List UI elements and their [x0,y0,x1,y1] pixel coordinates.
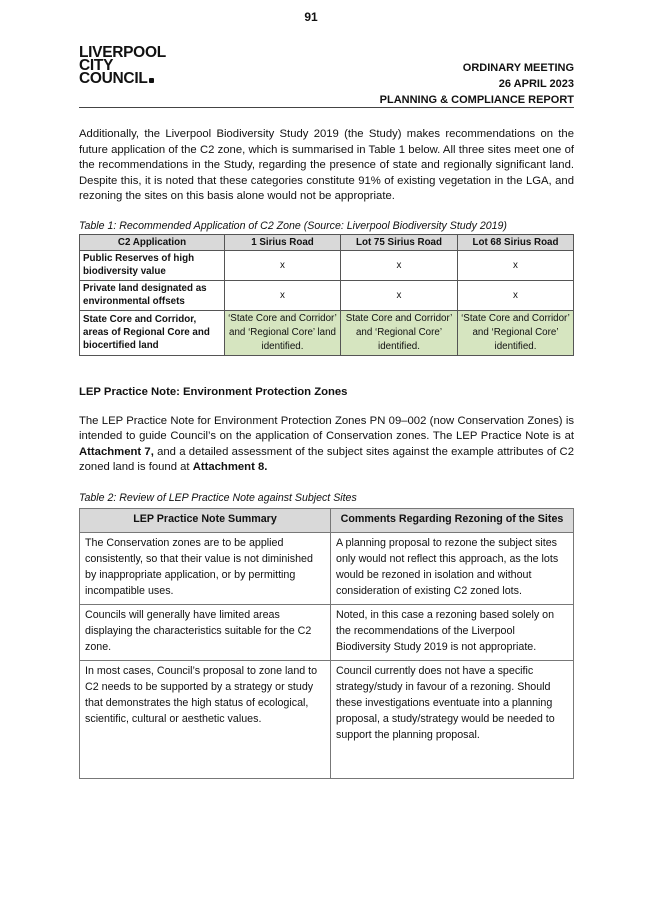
table2-cell: Council currently does not have a specific strategy/study in favour of a rezoning. Should these investigations eventuate into a planning proposal, a study/strategy would be needed to support the planning proposal. [331,660,574,778]
section-heading: LEP Practice Note: Environment Protection Zones [79,385,348,398]
table1-row-label: Private land designated as environmental offsets [80,280,225,310]
table2-cell: The Conservation zones are to be applied consistently, so that their value is not diminished by inappropriate application, or by permitting incompatible uses. [80,532,331,604]
logo-line-3 [79,72,166,85]
table2-cell: Noted, in this case a rezoning based solely on the recommendations of the Liverpool Biodiversity Study 2019 is not appropriate. [331,604,574,660]
meeting-header [380,60,574,108]
page-content [79,127,574,779]
table1-cell: x [225,280,341,310]
council-logo [79,46,166,85]
table-row [80,660,574,778]
table1-cell: x [225,250,341,280]
logo-line-1: LIVERPOOL [79,44,166,61]
table-row [80,532,574,604]
meeting-type: ORDINARY MEETING [462,62,574,74]
table1-cell: x [341,250,458,280]
table2-header: LEP Practice Note Summary [80,508,331,532]
logo-dot-icon [149,78,154,83]
table2 [79,508,574,779]
table1-cell: x [341,280,458,310]
table1-header: C2 Application [80,234,225,250]
table1-caption: Table 1: Recommended Application of C2 Zone (Source: Liverpool Biodiversity Study 2019) [79,219,507,232]
meeting-date: 26 APRIL 2023 [498,78,574,90]
table2-header: Comments Regarding Rezoning of the Sites [331,508,574,532]
page-number: 91 [304,10,318,24]
lep-text-part2: and a detailed assessment of the subject sites against the example attributes of C2 zoned land is found at [79,445,574,473]
table1-cell: ‘State Core and Corridor’ and ‘Regional Core’ identified. [458,310,574,355]
table2-caption: Table 2: Review of LEP Practice Note against Subject Sites [79,491,357,504]
table2-cell: Councils will generally have limited areas displaying the characteristics suitable for the C2 zone. [80,604,331,660]
table1-cell: x [458,280,574,310]
table1-header: 1 Sirius Road [225,234,341,250]
header-divider [79,107,574,108]
logo-line-3-text: COUNCIL [79,70,148,87]
intro-paragraph: Additionally, the Liverpool Biodiversity Study 2019 (the Study) makes recommendations on the future application of the C2 zone, which is summarised in Table 1 below. All three sites meet one of the recommendations in the Study, regarding the presence of state and regionally significant land. Despite this, it is noted that these categories constitute 91% of existing vegetation in the LGA, and rezoning the sites on this basis alone would not be appropriate. [79,128,574,202]
table1-header: Lot 68 Sirius Road [458,234,574,250]
table2-cell: A planning proposal to rezone the subject sites only would not reflect this approach, as the lots would be rezoned in isolation and without consideration of existing C2 zoned lots. [331,532,574,604]
table1-cell: State Core and Corridor’ and ‘Regional Core’ identified. [341,310,458,355]
table1 [79,234,574,356]
table1-header: Lot 75 Sirius Road [341,234,458,250]
table-row [80,604,574,660]
report-title: PLANNING & COMPLIANCE REPORT [379,94,574,106]
table-row [80,280,574,310]
table1-cell: ‘State Core and Corridor’ and ‘Regional Core’ land identified. [225,310,341,355]
attachment-8-reference: Attachment 8. [192,461,268,473]
table2-cell: In most cases, Council’s proposal to zone land to C2 needs to be supported by a strategy or study that demonstrates the high status of ecological, scientific, cultural or aesthetic values. [80,660,331,778]
table1-header-row [80,234,574,250]
logo-line-2: CITY [79,57,114,74]
attachment-7-reference: Attachment 7, [79,445,154,458]
table2-header-row [80,508,574,532]
table-row [80,250,574,280]
lep-paragraph [79,414,574,476]
table1-row-label: State Core and Corridor, areas of Regional Core and biocertified land [80,310,225,355]
table-row [80,310,574,355]
table1-row-label: Public Reserves of high biodiversity value [80,250,225,280]
lep-text-part1: The LEP Practice Note for Environment Protection Zones PN 09–002 (now Conservation Zones) is intended to guide Council’s on the application of Conservation zones. The LEP Practice Note is at [79,414,574,442]
table1-cell: x [458,250,574,280]
